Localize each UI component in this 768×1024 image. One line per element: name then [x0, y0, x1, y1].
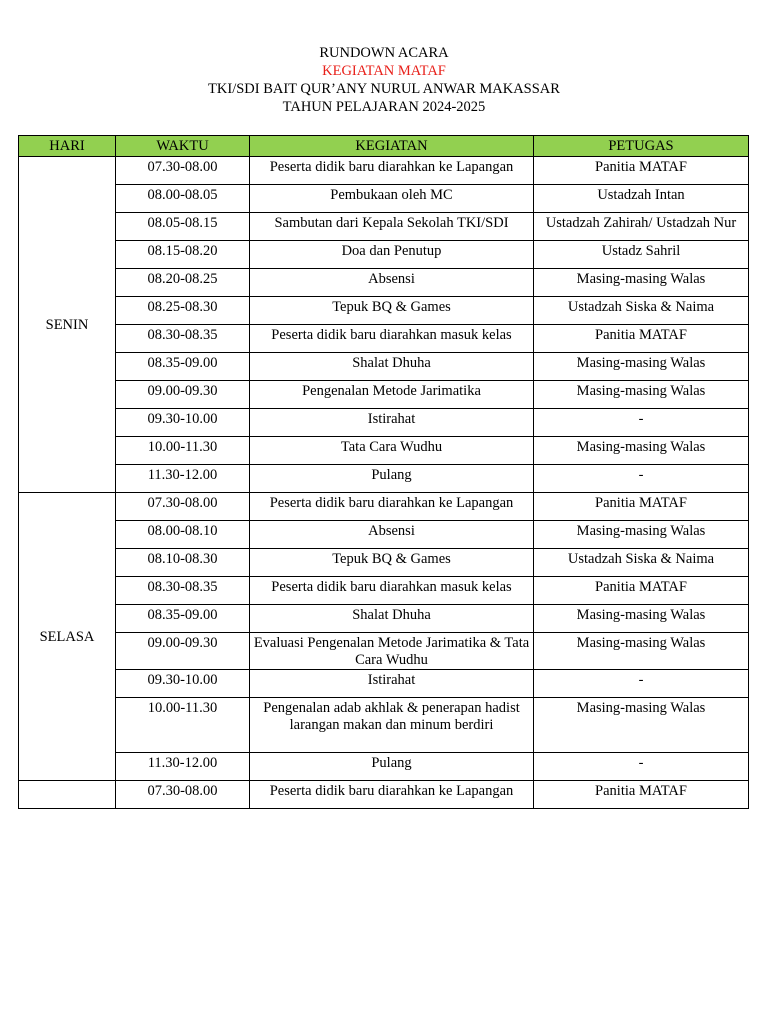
school-name: TKI/SDI BAIT QUR’ANY NURUL ANWAR MAKASSAR [208, 81, 560, 97]
time-cell: 08.20-08.25 [116, 269, 250, 297]
officer-cell: - [534, 670, 749, 698]
time-cell: 09.00-09.30 [116, 381, 250, 409]
time-cell: 09.30-10.00 [116, 670, 250, 698]
table-row [19, 521, 749, 549]
activity-cell: Pulang [250, 465, 534, 493]
officer-cell: Masing-masing Walas [534, 437, 749, 465]
column-header-petugas: PETUGAS [534, 136, 749, 157]
time-cell: 11.30-12.00 [116, 465, 250, 493]
table-row [19, 241, 749, 269]
table-row [19, 157, 749, 185]
table-header-row [19, 136, 749, 157]
time-cell: 08.05-08.15 [116, 213, 250, 241]
officer-cell: - [534, 409, 749, 437]
time-cell: 08.30-08.35 [116, 577, 250, 605]
activity-cell: Istirahat [250, 670, 534, 698]
activity-cell: Pengenalan Metode Jarimatika [250, 381, 534, 409]
activity-cell: Doa dan Penutup [250, 241, 534, 269]
time-cell: 09.30-10.00 [116, 409, 250, 437]
officer-cell: Masing-masing Walas [534, 521, 749, 549]
time-cell: 08.35-09.00 [116, 605, 250, 633]
time-cell: 07.30-08.00 [116, 493, 250, 521]
time-cell: 07.30-08.00 [116, 781, 250, 809]
column-header-kegiatan: KEGIATAN [250, 136, 534, 157]
officer-cell: Ustadzah Intan [534, 185, 749, 213]
table-row [19, 465, 749, 493]
activity-cell: Tepuk BQ & Games [250, 297, 534, 325]
activity-cell: Pulang [250, 753, 534, 781]
officer-cell: Panitia MATAF [534, 157, 749, 185]
table-row [19, 698, 749, 753]
time-cell: 08.00-08.10 [116, 521, 250, 549]
time-cell: 07.30-08.00 [116, 157, 250, 185]
officer-cell: Masing-masing Walas [534, 633, 749, 670]
activity-cell: Pengenalan adab akhlak & penerapan hadist larangan makan dan minum berdiri [250, 698, 534, 753]
schedule-table [18, 135, 749, 809]
officer-cell: Panitia MATAF [534, 577, 749, 605]
table-row [19, 185, 749, 213]
time-cell: 08.15-08.20 [116, 241, 250, 269]
title-line: RUNDOWN ACARA [319, 45, 449, 61]
table-row [19, 549, 749, 577]
table-row [19, 297, 749, 325]
officer-cell: - [534, 465, 749, 493]
table-row [19, 269, 749, 297]
activity-cell: Sambutan dari Kepala Sekolah TKI/SDI [250, 213, 534, 241]
event-title: KEGIATAN MATAF [322, 63, 446, 79]
table-row [19, 493, 749, 521]
time-cell: 08.00-08.05 [116, 185, 250, 213]
academic-year: TAHUN PELAJARAN 2024-2025 [282, 99, 486, 115]
activity-cell: Peserta didik baru diarahkan ke Lapangan [250, 781, 534, 809]
time-cell: 08.25-08.30 [116, 297, 250, 325]
officer-cell: Masing-masing Walas [534, 698, 749, 753]
table-row [19, 409, 749, 437]
activity-cell: Absensi [250, 521, 534, 549]
table-row [19, 437, 749, 465]
table-row [19, 577, 749, 605]
activity-cell: Shalat Dhuha [250, 605, 534, 633]
time-cell: 08.30-08.35 [116, 325, 250, 353]
activity-cell: Tepuk BQ & Games [250, 549, 534, 577]
table-row [19, 381, 749, 409]
officer-cell: Masing-masing Walas [534, 269, 749, 297]
activity-cell: Tata Cara Wudhu [250, 437, 534, 465]
table-row [19, 605, 749, 633]
officer-cell: Panitia MATAF [534, 325, 749, 353]
officer-cell: Panitia MATAF [534, 781, 749, 809]
time-cell: 11.30-12.00 [116, 753, 250, 781]
officer-cell: Ustadzah Siska & Naima [534, 297, 749, 325]
officer-cell: Masing-masing Walas [534, 353, 749, 381]
officer-cell: Masing-masing Walas [534, 381, 749, 409]
activity-cell: Peserta didik baru diarahkan masuk kelas [250, 577, 534, 605]
time-cell: 08.10-08.30 [116, 549, 250, 577]
table-row [19, 353, 749, 381]
day-cell: SELASA [19, 493, 116, 781]
time-cell: 10.00-11.30 [116, 698, 250, 753]
officer-cell: Ustadz Sahril [534, 241, 749, 269]
time-cell: 10.00-11.30 [116, 437, 250, 465]
time-cell: 09.00-09.30 [116, 633, 250, 670]
table-row [19, 633, 749, 670]
activity-cell: Pembukaan oleh MC [250, 185, 534, 213]
table-row [19, 213, 749, 241]
activity-cell: Peserta didik baru diarahkan masuk kelas [250, 325, 534, 353]
day-cell: SENIN [19, 157, 116, 493]
activity-cell: Evaluasi Pengenalan Metode Jarimatika & Tata Cara Wudhu [250, 633, 534, 670]
activity-cell: Istirahat [250, 409, 534, 437]
document-header [0, 44, 768, 116]
activity-cell: Shalat Dhuha [250, 353, 534, 381]
activity-cell: Absensi [250, 269, 534, 297]
schedule-body [19, 157, 749, 809]
table-row [19, 753, 749, 781]
column-header-hari: HARI [19, 136, 116, 157]
officer-cell: Ustadzah Zahirah/ Ustadzah Nur [534, 213, 749, 241]
day-cell [19, 781, 116, 809]
time-cell: 08.35-09.00 [116, 353, 250, 381]
activity-cell: Peserta didik baru diarahkan ke Lapangan [250, 157, 534, 185]
officer-cell: Masing-masing Walas [534, 605, 749, 633]
officer-cell: - [534, 753, 749, 781]
table-row [19, 325, 749, 353]
table-row [19, 670, 749, 698]
column-header-waktu: WAKTU [116, 136, 250, 157]
officer-cell: Ustadzah Siska & Naima [534, 549, 749, 577]
activity-cell: Peserta didik baru diarahkan ke Lapangan [250, 493, 534, 521]
officer-cell: Panitia MATAF [534, 493, 749, 521]
table-row [19, 781, 749, 809]
